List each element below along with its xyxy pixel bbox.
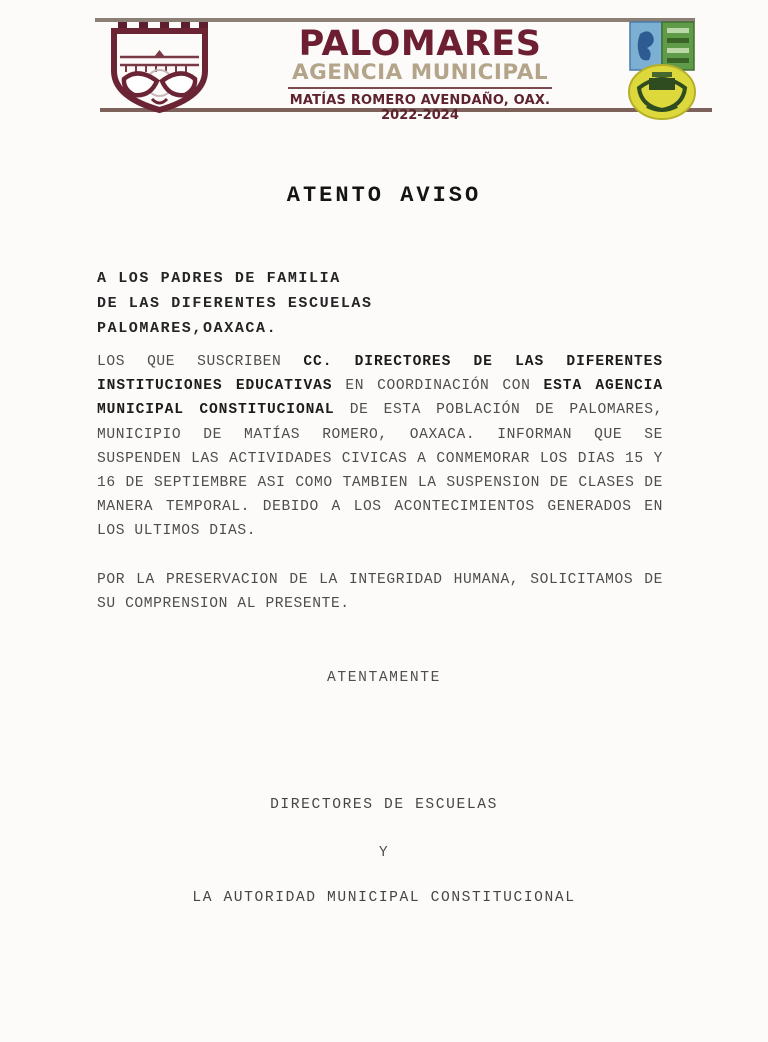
- recipient-block: [97, 266, 373, 341]
- header-subtitle-wrap: [264, 62, 576, 89]
- header-title: PALOMARES: [298, 24, 542, 64]
- body-paragraph-1: LOS QUE SUSCRIBEN CC. DIRECTORES DE LAS DIFERENTES INSTITUCIONES EDUCATIVAS EN COORDINACIÓN CON ESTA AGENCIA MUNICIPAL CONSTITUCIONAL DE ESTA POBLACIÓN DE PALOMARES, MUNICIPIO DE MATÍAS ROMERO, OAXACA. INFORMAN QUE SE SUSPENDEN LAS ACTIVIDADES CIVICAS A CONMEMORAR LOS DIAS 15 Y 16 DE SEPTIEMBRE ASI COMO TAMBIEN LA SUSPENSION DE CLASES DE MANERA TEMPORAL. DEBIDO A LOS ACONTECIMIENTOS GENERADOS EN LOS ULTIMOS DIAS.: [97, 354, 663, 540]
- closing-atentamente: ATENTAMENTE: [327, 670, 441, 686]
- header-period: 2022-2024: [381, 108, 459, 123]
- palomares-shield-crest-icon: [102, 21, 217, 114]
- municipal-coat-of-arms-icon: [627, 20, 697, 122]
- header-municipality: MATÍAS ROMERO AVENDAÑO, OAX.: [289, 93, 551, 108]
- signature-conjunction: Y: [378, 845, 390, 861]
- document-heading: ATENTO AVISO: [286, 183, 482, 208]
- signature-autoridad: LA AUTORIDAD MUNICIPAL CONSTITUCIONAL: [192, 890, 576, 906]
- signature-directores: DIRECTORES DE ESCUELAS: [270, 797, 498, 813]
- header-subtitle: AGENCIA MUNICIPAL: [288, 62, 552, 89]
- header-text-block: [264, 26, 576, 123]
- recipient-line: PALOMARES,OAXACA.: [97, 320, 278, 337]
- body-paragraph-2: POR LA PRESERVACION DE LA INTEGRIDAD HUMANA, SOLICITAMOS DE SU COMPRENSION AL PRESENTE.: [97, 572, 663, 613]
- recipient-line: DE LAS DIFERENTES ESCUELAS: [97, 295, 373, 312]
- recipient-line: A LOS PADRES DE FAMILIA: [97, 270, 341, 287]
